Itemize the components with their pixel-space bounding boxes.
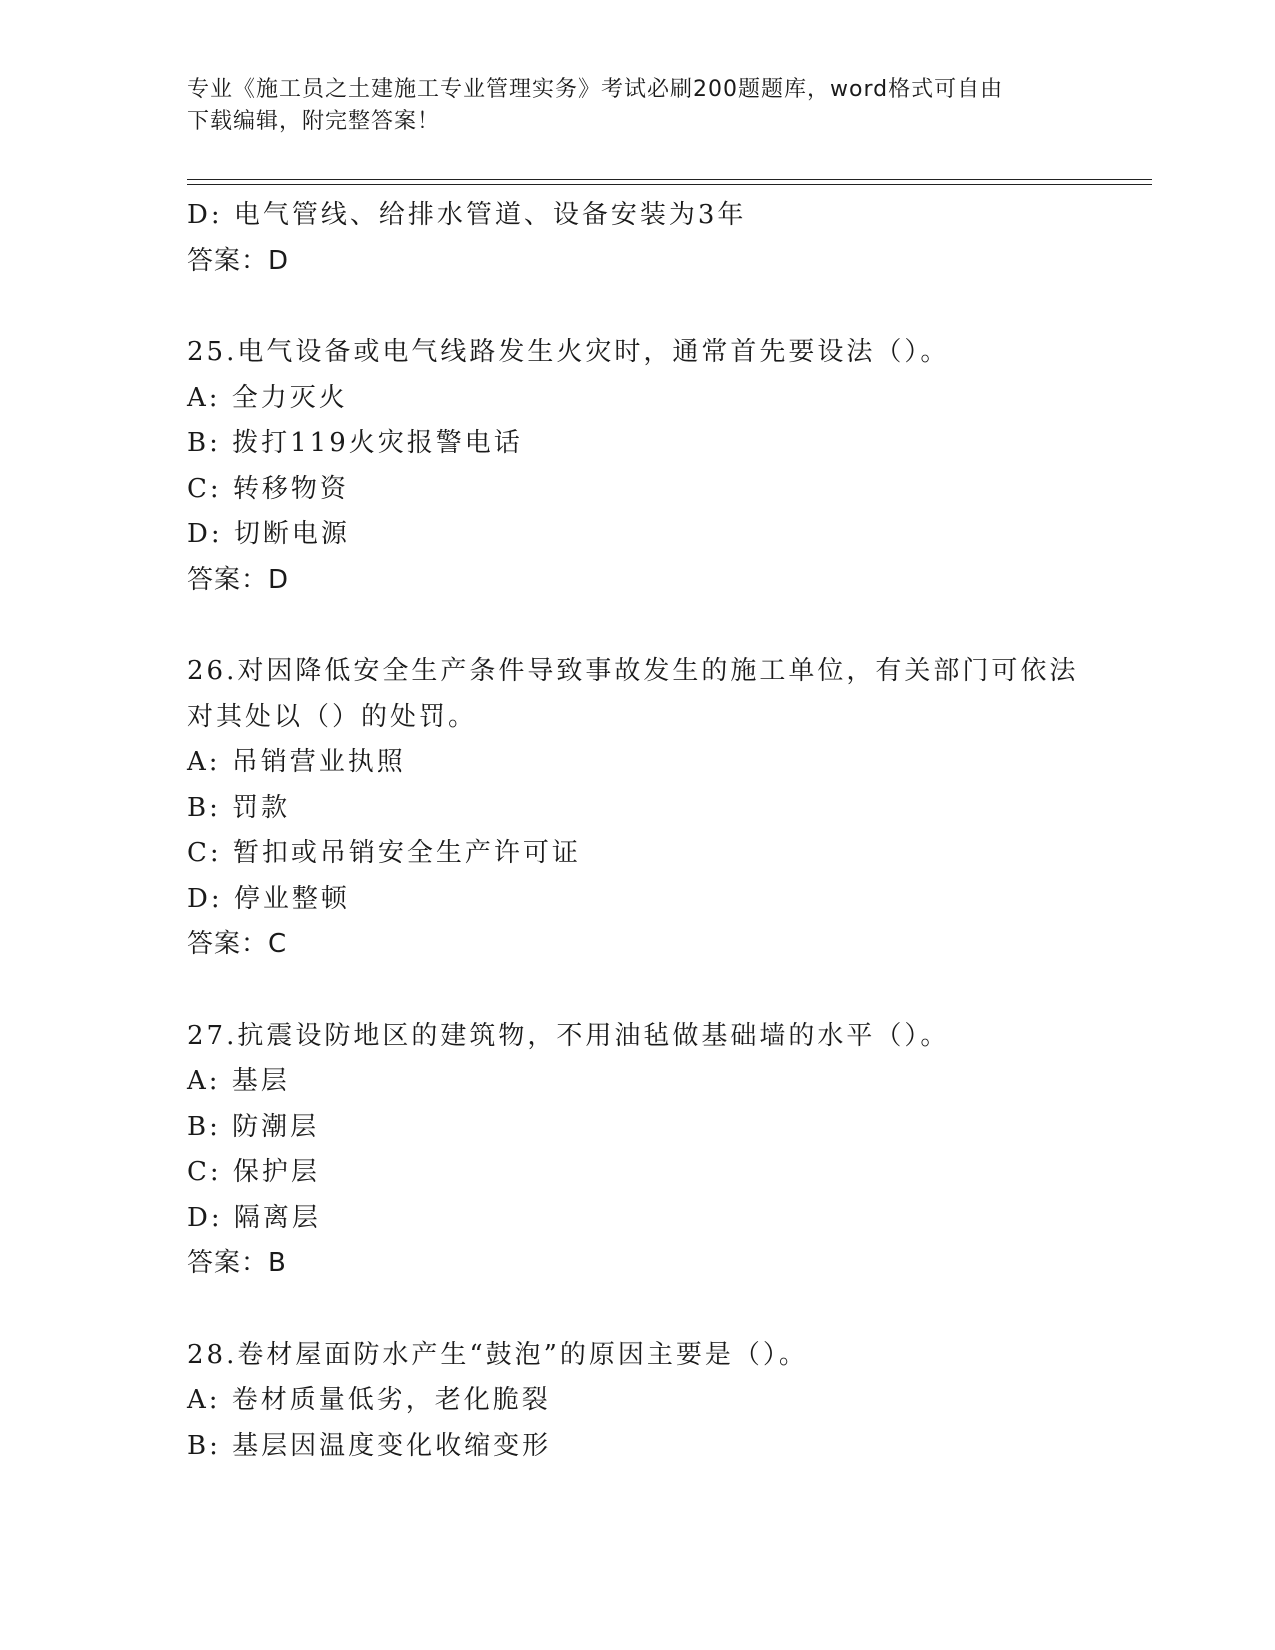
header-divider-bottom [187, 184, 1152, 185]
option-a: A: 基层 [187, 1066, 290, 1096]
question-stem-line-1: 26.对因降低安全生产条件导致事故发生的施工单位，有关部门可依法 [187, 656, 1079, 686]
option-a: A: 吊销营业执照 [187, 747, 406, 777]
spacer [187, 603, 1117, 649]
question-stem: 28.卷材屋面防水产生“鼓泡”的原因主要是（）。 [187, 1339, 808, 1370]
answer: 答案：C [187, 929, 288, 959]
option-d: D: 停业整顿 [187, 883, 350, 914]
document-body [187, 193, 1117, 1469]
option-c: C: 转移物资 [187, 473, 349, 504]
header-divider-top [187, 179, 1152, 180]
option-d: D: 切断电源 [187, 519, 350, 549]
document-header [187, 74, 1067, 138]
spacer [187, 968, 1117, 1014]
option-a: A: 全力灭火 [187, 382, 348, 413]
question-28 [187, 1333, 1117, 1470]
question-stem: 27.抗震设防地区的建筑物，不用油毡做基础墙的水平（）。 [187, 1020, 950, 1051]
question-stem-line-2: 对其处以（）的处罚。 [187, 701, 478, 732]
question-27 [187, 1014, 1117, 1287]
option-c: C: 保护层 [187, 1157, 320, 1187]
header-line-1: 专业《施工员之土建施工专业管理实务》考试必刷200题题库，word格式可自由 [187, 77, 1004, 102]
option-d: D: 隔离层 [187, 1202, 321, 1233]
spacer [187, 1287, 1117, 1333]
spacer [187, 284, 1117, 330]
answer: 答案：B [187, 1248, 287, 1278]
answer: 答案：D [187, 564, 290, 595]
q24-answer: 答案：D [187, 245, 290, 276]
q24-option-d: D: 电气管线、给排水管道、设备安装为3年 [187, 200, 747, 230]
option-b: B: 拨打119火灾报警电话 [187, 428, 523, 458]
option-b: B: 罚款 [187, 792, 291, 823]
question-26 [187, 649, 1117, 968]
header-line-2: 下载编辑，附完整答案！ [187, 109, 441, 134]
option-b: B: 防潮层 [187, 1111, 320, 1142]
question-25 [187, 330, 1117, 603]
option-c: C: 暂扣或吊销安全生产许可证 [187, 838, 581, 868]
option-b: B: 基层因温度变化收缩变形 [187, 1430, 552, 1461]
question-stem: 25.电气设备或电气线路发生火灾时，通常首先要设法（）。 [187, 337, 950, 367]
option-a: A: 卷材质量低劣，老化脆裂 [187, 1385, 551, 1415]
